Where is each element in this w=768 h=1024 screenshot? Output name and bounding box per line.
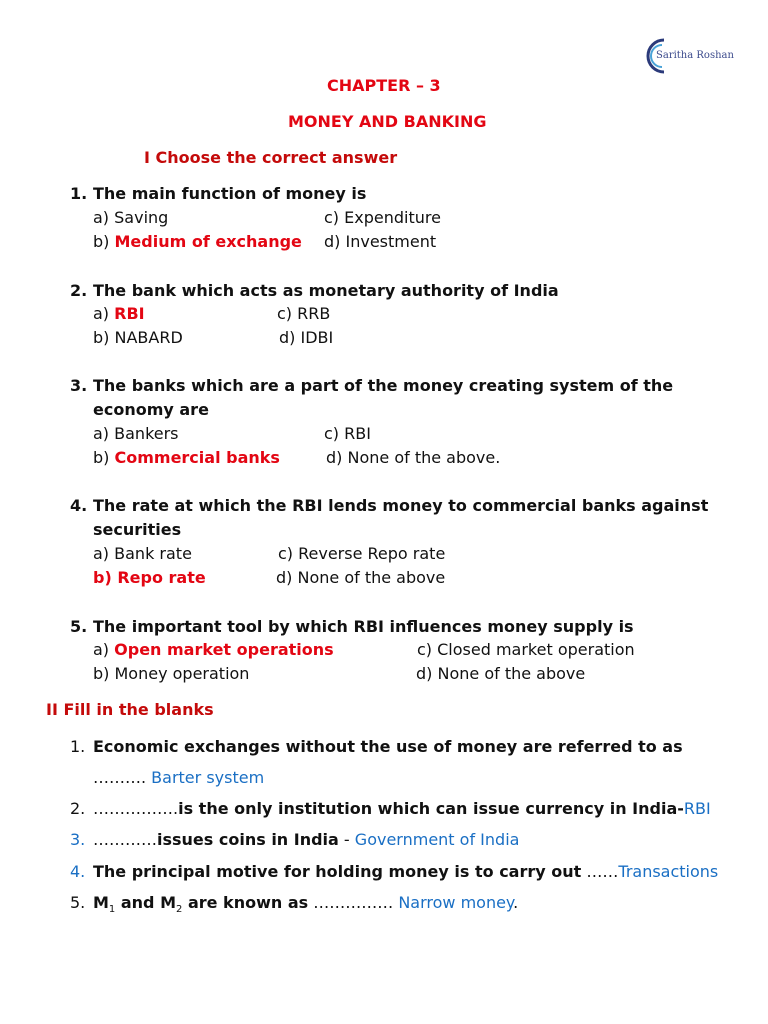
fill-number: 2. bbox=[70, 799, 86, 818]
question-number: 2. bbox=[70, 281, 88, 300]
correct-answer: Open market operations bbox=[114, 640, 334, 659]
option-b: b) Commercial banks bbox=[93, 448, 280, 467]
option-d: d) None of the above. bbox=[326, 448, 501, 467]
question-text-line2: economy are bbox=[93, 400, 209, 419]
option-a: a) Bankers bbox=[93, 424, 179, 443]
question-text: The main function of money is bbox=[93, 184, 367, 203]
option-b: b) Money operation bbox=[93, 664, 250, 683]
question-number: 5. bbox=[70, 617, 88, 636]
fill-number: 5. bbox=[70, 893, 86, 912]
correct-answer: Repo rate bbox=[117, 568, 206, 587]
option-d: d) IDBI bbox=[279, 328, 334, 347]
fill-answer: Barter system bbox=[151, 768, 265, 787]
option-d: d) Investment bbox=[324, 232, 437, 251]
correct-answer: Medium of exchange bbox=[114, 232, 302, 251]
correct-answer: Commercial banks bbox=[114, 448, 280, 467]
option-d: d) None of the above bbox=[276, 568, 446, 587]
question-text-line2: securities bbox=[93, 520, 182, 539]
fill-number: 4. bbox=[70, 862, 86, 881]
option-a: a) RBI bbox=[93, 304, 145, 323]
question-number: 1. bbox=[70, 184, 88, 203]
question-number: 4. bbox=[70, 496, 88, 515]
question-text: The important tool by which RBI influences money supply is bbox=[93, 617, 634, 636]
option-c: c) RRB bbox=[277, 304, 331, 323]
section-heading-fill: II Fill in the blanks bbox=[46, 700, 214, 719]
fill-number: 1. bbox=[70, 737, 86, 756]
fill-answer: Government of India bbox=[354, 830, 520, 849]
fill-text: $M_1$ and $M_2$ are known as …………… Narrow money. bbox=[93, 893, 519, 916]
option-a: a) Open market operations bbox=[93, 640, 334, 659]
option-a: a) Saving bbox=[93, 208, 169, 227]
section-heading-mcq: I Choose the correct answer bbox=[144, 148, 398, 167]
question-text: The rate at which the RBI lends money to commercial banks against bbox=[93, 496, 709, 515]
fill-number: 3. bbox=[70, 830, 86, 849]
fill-answer: RBI bbox=[683, 799, 711, 818]
page-title: MONEY AND BANKING bbox=[288, 112, 487, 131]
option-b: b) Medium of exchange bbox=[93, 232, 302, 251]
option-c: c) Closed market operation bbox=[417, 640, 635, 659]
logo-text: Saritha Roshan bbox=[656, 50, 734, 61]
option-d: d) None of the above bbox=[416, 664, 586, 683]
option-c: c) RBI bbox=[324, 424, 371, 443]
option-c: c) Expenditure bbox=[324, 208, 441, 227]
question-text: The bank which acts as monetary authority of India bbox=[93, 281, 559, 300]
option-b: b) NABARD bbox=[93, 328, 183, 347]
question-text: The banks which are a part of the money creating system of the bbox=[93, 376, 674, 395]
option-a: a) Bank rate bbox=[93, 544, 192, 563]
fill-answer-line: ………. Barter system bbox=[93, 768, 265, 787]
fill-answer: Narrow money bbox=[398, 893, 514, 912]
fill-answer: Transactions bbox=[618, 862, 719, 881]
option-c: c) Reverse Repo rate bbox=[278, 544, 446, 563]
fill-text: …………….is the only institution which can issue currency in India-RBI bbox=[93, 799, 711, 818]
correct-answer: RBI bbox=[114, 304, 145, 323]
fill-text: Economic exchanges without the use of money are referred to as bbox=[93, 737, 683, 756]
fill-text: …………issues coins in India - Government of India bbox=[93, 830, 520, 849]
chapter-heading: CHAPTER – 3 bbox=[327, 76, 441, 95]
fill-text: The principal motive for holding money is to carry out ……Transactions bbox=[93, 862, 719, 881]
option-b: b) Repo rate bbox=[93, 568, 206, 587]
question-number: 3. bbox=[70, 376, 88, 395]
